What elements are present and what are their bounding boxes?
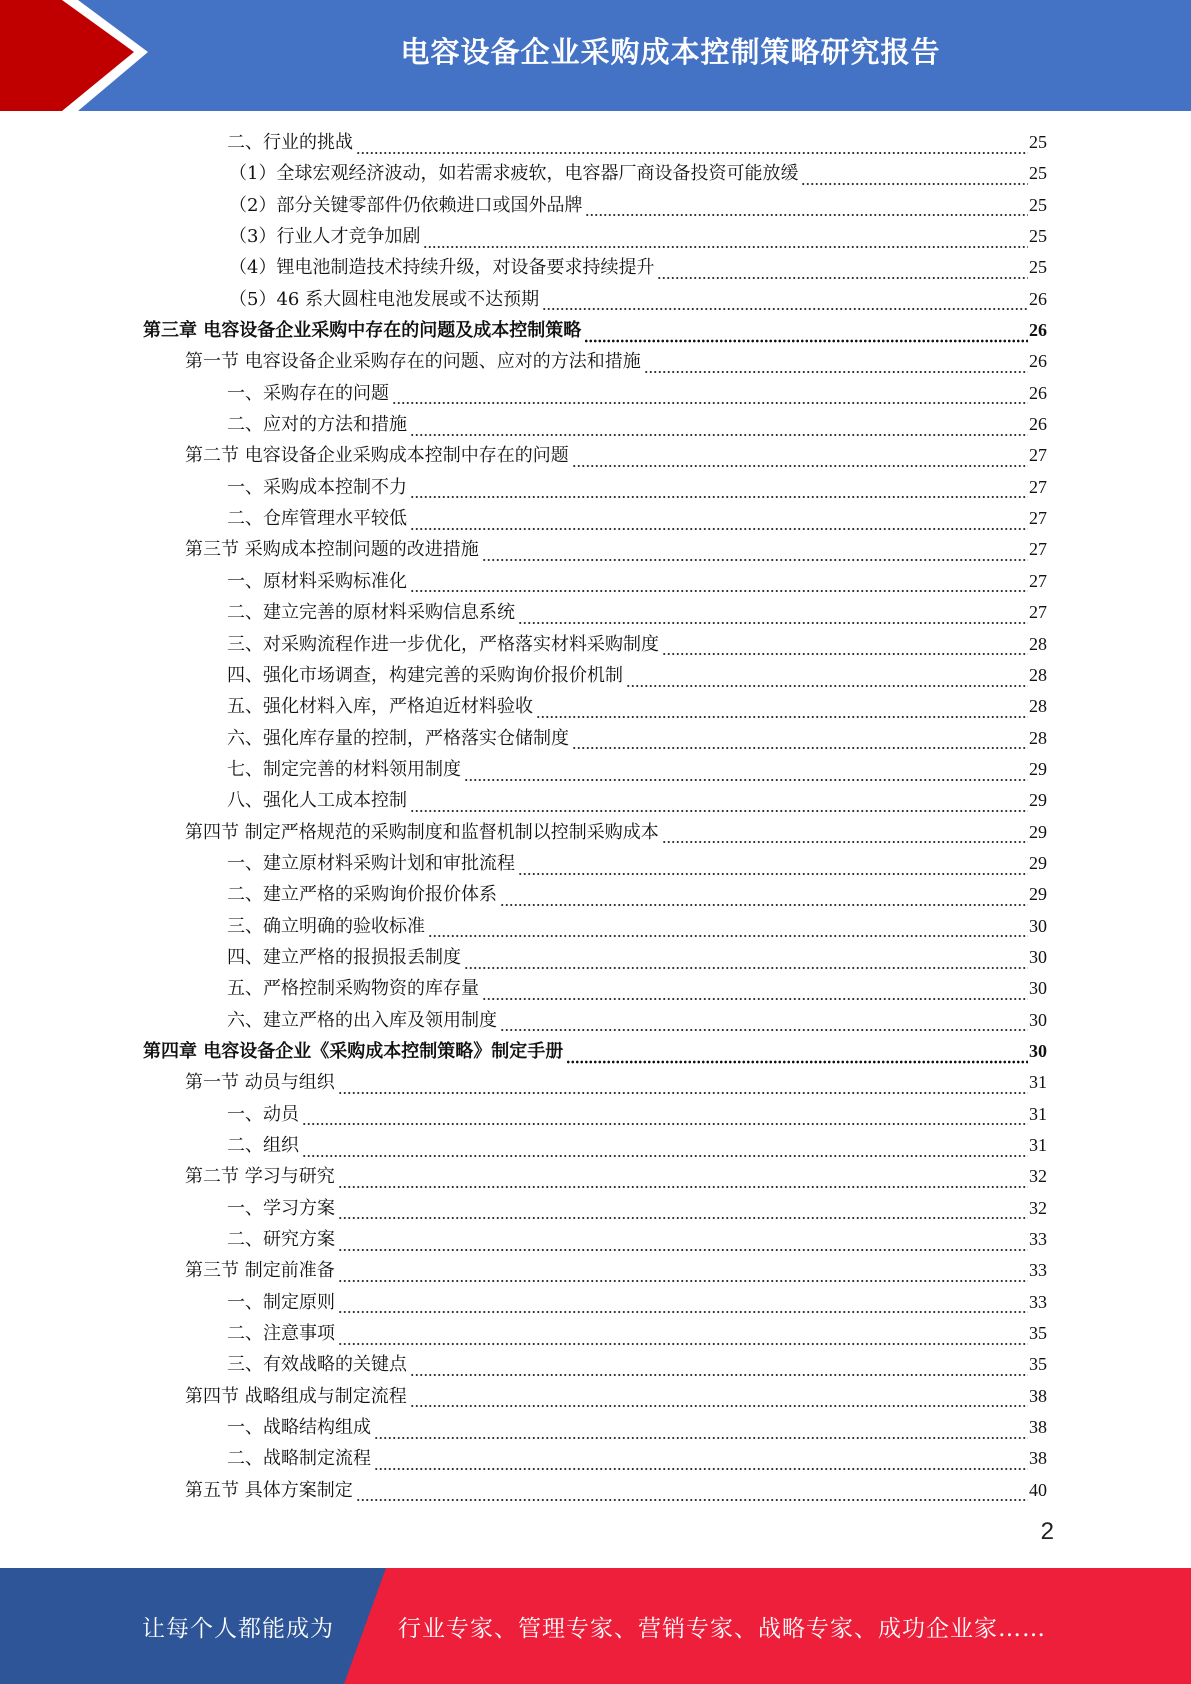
toc-entry-section[interactable] (0, 534, 1191, 565)
toc-entry-page: 31 (1029, 1072, 1047, 1093)
dot-leader (662, 826, 1028, 844)
toc-entry-page: 40 (1029, 1479, 1047, 1500)
dot-leader (302, 1108, 1028, 1126)
dot-leader (356, 137, 1028, 155)
toc-entry-title: 三、有效战略的关键点 (227, 1354, 407, 1376)
dot-leader (518, 858, 1028, 876)
dot-leader (338, 1171, 1028, 1189)
dot-leader (662, 638, 1028, 656)
toc-entry-chapter[interactable] (0, 1036, 1191, 1067)
toc-entry-item[interactable] (0, 1443, 1191, 1474)
table-of-contents (0, 127, 1191, 1506)
toc-entry-item[interactable] (0, 723, 1191, 754)
dot-leader (392, 387, 1028, 405)
toc-entry-page: 25 (1029, 132, 1047, 152)
toc-entry-page: 29 (1029, 758, 1047, 779)
toc-entry-page: 33 (1029, 1229, 1047, 1250)
toc-entry-page: 29 (1029, 821, 1047, 842)
toc-entry-title: 四、建立严格的报损报丢制度 (227, 946, 461, 968)
toc-entry-page: 31 (1029, 1135, 1047, 1155)
toc-entry-title: 一、采购存在的问题 (227, 382, 389, 404)
toc-entry-subitem[interactable] (0, 252, 1191, 283)
dot-leader (542, 293, 1028, 311)
toc-entry-item[interactable] (0, 879, 1191, 910)
toc-entry-item[interactable] (0, 785, 1191, 816)
toc-entry-page: 33 (1029, 1260, 1047, 1281)
toc-entry-page: 26 (1029, 288, 1047, 309)
dot-leader (410, 1390, 1028, 1408)
toc-entry-page: 30 (1029, 978, 1047, 999)
toc-entry-item[interactable] (0, 1224, 1191, 1255)
toc-entry-title: 一、动员 (227, 1103, 299, 1125)
toc-entry-title: 第二节 电容设备企业采购成本控制中存在的问题 (185, 445, 569, 467)
toc-entry-page: 38 (1029, 1417, 1047, 1438)
dot-leader (644, 356, 1028, 374)
toc-entry-subitem[interactable] (0, 284, 1191, 315)
toc-entry-title: 三、对采购流程作进一步优化，严格落实材料采购制度 (227, 633, 659, 655)
toc-entry-page: 28 (1029, 633, 1047, 654)
toc-entry-title: 四、强化市场调查，构建完善的采购询价报价机制 (227, 664, 623, 686)
toc-entry-page: 32 (1029, 1166, 1047, 1187)
toc-entry-title: （1）全球宏观经济波动，如若需求疲软，电容器厂商设备投资可能放缓 (229, 163, 799, 185)
dot-leader (518, 607, 1028, 625)
dot-leader (428, 920, 1028, 938)
toc-entry-item[interactable] (0, 1193, 1191, 1224)
toc-entry-title: 一、学习方案 (227, 1197, 335, 1219)
toc-entry-section[interactable] (0, 1475, 1191, 1506)
dot-leader (410, 481, 1028, 499)
toc-entry-section[interactable] (0, 1381, 1191, 1412)
dot-leader (302, 1140, 1028, 1158)
toc-entry-subitem[interactable] (0, 158, 1191, 189)
toc-entry-page: 27 (1029, 476, 1047, 497)
toc-entry-item[interactable] (0, 409, 1191, 440)
toc-entry-title: 八、强化人工成本控制 (227, 790, 407, 812)
toc-entry-item[interactable] (0, 911, 1191, 942)
dot-leader (423, 231, 1028, 249)
toc-entry-page: 38 (1029, 1385, 1047, 1406)
toc-entry-page: 26 (1029, 320, 1047, 341)
toc-entry-title: 第三章 电容设备企业采购中存在的问题及成本控制策略 (143, 320, 582, 342)
page-header (0, 0, 1191, 111)
toc-entry-item[interactable] (0, 848, 1191, 879)
toc-entry-item[interactable] (0, 942, 1191, 973)
toc-entry-item[interactable] (0, 754, 1191, 785)
toc-entry-title: （5）46 系大圆柱电池发展或不达预期 (229, 288, 540, 310)
toc-entry-title: 六、强化库存量的控制，严格落实仓储制度 (227, 727, 569, 749)
dot-leader (338, 1077, 1028, 1095)
toc-entry-page: 38 (1029, 1448, 1047, 1469)
dot-leader (585, 199, 1028, 217)
dot-leader (657, 262, 1028, 280)
document-title: 电容设备企业采购成本控制策略研究报告 (400, 34, 941, 69)
dot-leader (464, 764, 1028, 782)
toc-entry-title: 二、应对的方法和措施 (227, 414, 407, 436)
toc-entry-page: 30 (1029, 946, 1047, 967)
dot-leader (410, 795, 1028, 813)
toc-entry-page: 26 (1029, 382, 1047, 403)
toc-entry-page: 25 (1029, 226, 1047, 247)
toc-entry-item[interactable] (0, 1099, 1191, 1130)
toc-entry-subitem[interactable] (0, 190, 1191, 221)
toc-entry-title: 二、行业的挑战 (227, 132, 353, 153)
toc-entry-title: 二、战略制定流程 (227, 1448, 371, 1470)
toc-entry-subitem[interactable] (0, 221, 1191, 252)
dot-leader (801, 168, 1028, 186)
toc-entry-page: 30 (1029, 1009, 1047, 1030)
toc-entry-title: 第三节 制定前准备 (185, 1260, 335, 1282)
dot-leader (572, 450, 1028, 468)
dot-leader (572, 732, 1028, 750)
toc-entry-page: 25 (1029, 257, 1047, 278)
toc-entry-section[interactable] (0, 346, 1191, 377)
toc-entry-page: 29 (1029, 852, 1047, 873)
toc-entry-page: 30 (1029, 915, 1047, 936)
toc-entry-item[interactable] (0, 660, 1191, 691)
toc-entry-page: 26 (1029, 414, 1047, 435)
toc-entry-title: 第二节 学习与研究 (185, 1166, 335, 1188)
toc-entry-title: 一、制定原则 (227, 1291, 335, 1313)
toc-entry-title: 第五节 具体方案制定 (185, 1479, 353, 1501)
toc-entry-section[interactable] (0, 817, 1191, 848)
page-number: 2 (1040, 1518, 1054, 1545)
dot-leader (536, 701, 1028, 719)
toc-entry-title: 第四节 战略组成与制定流程 (185, 1385, 407, 1407)
toc-entry-title: 第四节 制定严格规范的采购制度和监督机制以控制采购成本 (185, 821, 659, 843)
toc-entry-title: 二、注意事项 (227, 1323, 335, 1345)
toc-entry-page: 28 (1029, 696, 1047, 717)
toc-entry-title: 第一节 动员与组织 (185, 1072, 335, 1094)
toc-entry-item[interactable] (0, 597, 1191, 628)
toc-entry-item[interactable] (0, 691, 1191, 722)
dot-leader (626, 670, 1028, 688)
toc-entry-title: 二、研究方案 (227, 1229, 335, 1251)
toc-entry-item[interactable] (0, 503, 1191, 534)
toc-entry-page: 27 (1029, 508, 1047, 529)
page-footer (0, 1568, 1191, 1684)
dot-leader (464, 952, 1028, 970)
toc-entry-title: 第四章 电容设备企业《采购成本控制策略》制定手册 (143, 1040, 564, 1062)
dot-leader (338, 1296, 1028, 1314)
toc-entry-title: 第三节 采购成本控制问题的改进措施 (185, 539, 479, 561)
toc-entry-page: 27 (1029, 539, 1047, 560)
toc-entry-page: 32 (1029, 1197, 1047, 1218)
dot-leader (338, 1202, 1028, 1220)
toc-entry-title: 二、组织 (227, 1135, 299, 1156)
toc-entry-item[interactable] (0, 1005, 1191, 1036)
toc-entry-page: 28 (1029, 664, 1047, 685)
toc-entry-item[interactable] (0, 629, 1191, 660)
dot-leader (374, 1422, 1028, 1440)
toc-entry-title: 六、建立严格的出入库及领用制度 (227, 1009, 497, 1031)
toc-entry-page: 26 (1029, 351, 1047, 372)
toc-entry-page: 29 (1029, 790, 1047, 811)
dot-leader (410, 419, 1028, 437)
toc-entry-title: （2）部分关键零部件仍依赖进口或国外品牌 (229, 194, 583, 216)
toc-entry-title: 三、确立明确的验收标准 (227, 915, 425, 937)
dot-leader (410, 1359, 1028, 1377)
toc-entry-page: 28 (1029, 727, 1047, 748)
toc-entry-section[interactable] (0, 1161, 1191, 1192)
toc-entry-item[interactable] (0, 973, 1191, 1004)
toc-entry-title: 五、强化材料入库，严格迫近材料验收 (227, 696, 533, 718)
dot-leader (374, 1453, 1028, 1471)
dot-leader (584, 325, 1028, 343)
dot-leader (500, 889, 1028, 907)
dot-leader (338, 1265, 1028, 1283)
toc-entry-page: 27 (1029, 445, 1047, 466)
toc-entry-page: 29 (1029, 884, 1047, 905)
dot-leader (482, 544, 1028, 562)
toc-entry-page: 27 (1029, 570, 1047, 591)
toc-entry-section[interactable] (0, 440, 1191, 471)
toc-entry-page: 33 (1029, 1291, 1047, 1312)
dot-leader (566, 1046, 1028, 1064)
toc-entry-title: 二、建立严格的采购询价报价体系 (227, 884, 497, 906)
toc-entry-item[interactable] (0, 566, 1191, 597)
toc-entry-page: 25 (1029, 163, 1047, 184)
footer-slogan-right: 行业专家、管理专家、营销专家、战略专家、成功企业家…… (398, 1615, 1046, 1642)
dot-leader (356, 1484, 1028, 1502)
toc-entry-title: 一、战略结构组成 (227, 1417, 371, 1439)
toc-entry-section[interactable] (0, 1067, 1191, 1098)
toc-entry-title: 二、仓库管理水平较低 (227, 508, 407, 530)
toc-entry-page: 25 (1029, 194, 1047, 215)
toc-entry-item[interactable] (0, 1130, 1191, 1161)
dot-leader (338, 1234, 1028, 1252)
toc-entry-page: 35 (1029, 1354, 1047, 1375)
toc-entry-title: （4）锂电池制造技术持续升级，对设备要求持续提升 (229, 257, 655, 279)
toc-entry-item[interactable] (0, 127, 1191, 158)
toc-entry-item[interactable] (0, 472, 1191, 503)
toc-entry-page: 31 (1029, 1103, 1047, 1124)
footer-slogan-left: 让每个人都能成为 (142, 1615, 334, 1642)
header-red-chevron-shape (0, 0, 150, 111)
toc-entry-page: 27 (1029, 602, 1047, 623)
toc-entry-section[interactable] (0, 1255, 1191, 1286)
toc-entry-item[interactable] (0, 1349, 1191, 1380)
toc-entry-page: 30 (1029, 1040, 1047, 1061)
dot-leader (482, 983, 1028, 1001)
toc-entry-title: 五、严格控制采购物资的库存量 (227, 978, 479, 1000)
toc-entry-item[interactable] (0, 1287, 1191, 1318)
toc-entry-title: 一、采购成本控制不力 (227, 476, 407, 498)
dot-leader (500, 1014, 1028, 1032)
toc-entry-page: 35 (1029, 1323, 1047, 1344)
dot-leader (338, 1328, 1028, 1346)
toc-entry-item[interactable] (0, 378, 1191, 409)
toc-entry-item[interactable] (0, 1412, 1191, 1443)
toc-entry-title: 二、建立完善的原材料采购信息系统 (227, 602, 515, 624)
toc-entry-title: 第一节 电容设备企业采购存在的问题、应对的方法和措施 (185, 351, 641, 373)
toc-entry-title: 一、原材料采购标准化 (227, 570, 407, 592)
toc-entry-chapter[interactable] (0, 315, 1191, 346)
dot-leader (410, 513, 1028, 531)
toc-entry-item[interactable] (0, 1318, 1191, 1349)
toc-entry-title: 一、建立原材料采购计划和审批流程 (227, 852, 515, 874)
toc-entry-title: 七、制定完善的材料领用制度 (227, 758, 461, 780)
toc-entry-title: （3）行业人才竞争加剧 (229, 226, 421, 248)
dot-leader (410, 575, 1028, 593)
